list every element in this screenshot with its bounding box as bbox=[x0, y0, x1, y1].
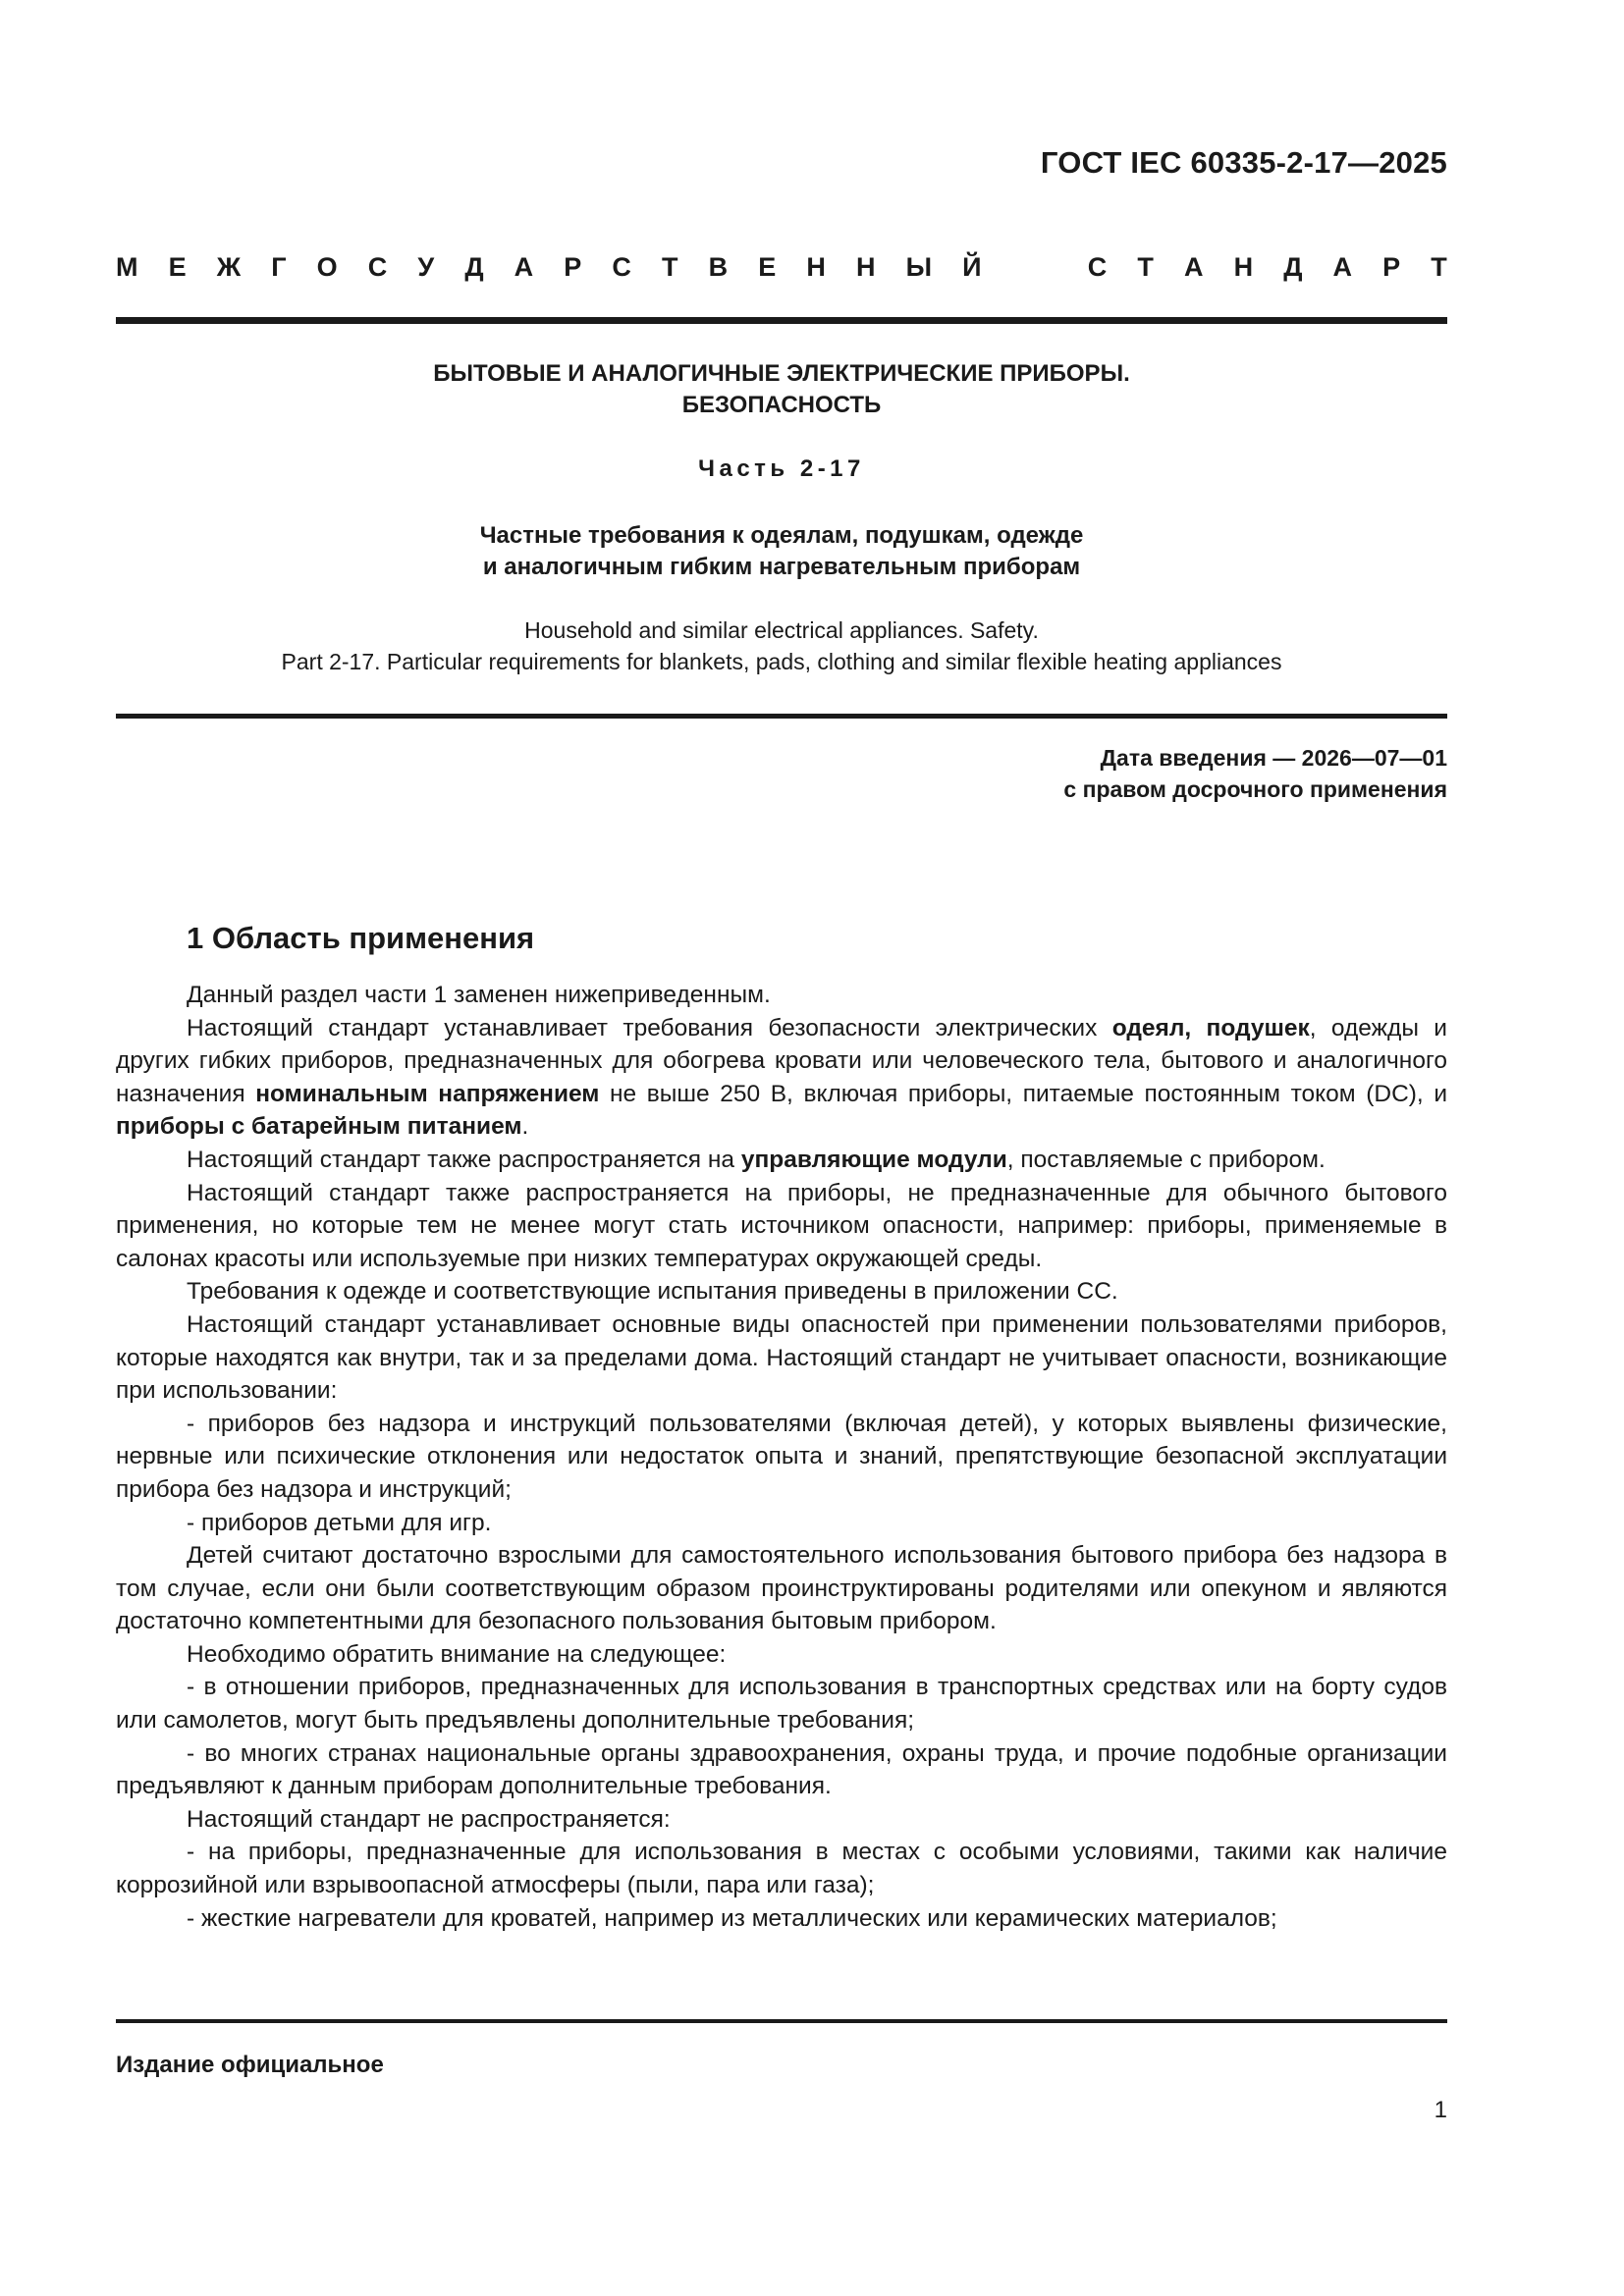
body-paragraph bbox=[116, 1539, 1447, 1638]
banner-word-1-letter: Й bbox=[962, 252, 982, 282]
title-line-1: БЫТОВЫЕ И АНАЛОГИЧНЫЕ ЭЛЕКТРИЧЕСКИЕ ПРИБОРЫ. bbox=[433, 360, 1130, 387]
part-number: Часть 2-17 bbox=[698, 455, 865, 482]
body-paragraph bbox=[116, 1836, 1447, 1901]
body-paragraph bbox=[116, 1408, 1447, 1507]
banner-word-2-letter: Р bbox=[1382, 252, 1401, 282]
text-run: Требования к одежде и соответствующие испытания приведены в приложении СС. bbox=[187, 1278, 1118, 1306]
subtitle-line-1: Частные требования к одеялам, подушкам, одежде bbox=[479, 522, 1084, 549]
banner-word-1-letter: Р bbox=[564, 252, 582, 282]
banner-word-1-letter: М bbox=[116, 252, 138, 282]
text-run: - жесткие нагреватели для кроватей, например из металлических или керамических материалов; bbox=[187, 1904, 1277, 1932]
interstate-standard-banner bbox=[116, 252, 1447, 283]
top-rule bbox=[116, 317, 1447, 324]
banner-word-1-letter: Н bbox=[855, 252, 876, 282]
text-run: Настоящий стандарт также распространяется на bbox=[187, 1146, 741, 1173]
banner-word-2-letter: Д bbox=[1283, 252, 1303, 282]
text-run: - в отношении приборов, предназначенных для использования в транспортных средствах или на борту судов или самолетов, могут быть предъявлены дополнительные требования; bbox=[116, 1674, 1447, 1735]
banner-word-1-letter: О bbox=[316, 252, 338, 282]
section-body bbox=[116, 979, 1447, 1935]
english-line-2: Part 2-17. Particular requirements for blankets, pads, clothing and similar flexible heating appliances bbox=[281, 649, 1282, 674]
text-run: Детей считают достаточно взрослыми для самостоятельного использования бытового прибора без надзора в том случае, если они были соответствующим образом проинструктированы родителями или опекуном и являются достаточно компетентными для безопасного пользования бытовым прибором. bbox=[116, 1542, 1447, 1635]
body-paragraph bbox=[116, 979, 1447, 1012]
text-run: Данный раздел части 1 заменен нижеприведенным. bbox=[187, 982, 771, 1008]
text-run: не выше 250 В, включая приборы, питаемые постоянным током (DC), и bbox=[599, 1080, 1447, 1107]
bold-term: одеял, подушек bbox=[1111, 1014, 1310, 1041]
banner-word-2-letter: А bbox=[1332, 252, 1353, 282]
text-run: Необходимо обратить внимание на следующее: bbox=[187, 1640, 727, 1668]
banner-word-2-letter: Н bbox=[1233, 252, 1254, 282]
english-title bbox=[116, 614, 1447, 677]
body-paragraph bbox=[116, 1803, 1447, 1837]
document-subtitle bbox=[116, 520, 1447, 583]
bold-term: управляющие модули bbox=[740, 1146, 1007, 1173]
banner-word-1-letter: А bbox=[514, 252, 534, 282]
official-edition-label: Издание официальное bbox=[116, 2052, 384, 2078]
body-paragraph bbox=[116, 1012, 1447, 1144]
standard-code: ГОСТ IEC 60335-2-17—2025 bbox=[1040, 145, 1447, 180]
banner-word-2-letter: С bbox=[1087, 252, 1108, 282]
body-paragraph bbox=[116, 1902, 1447, 1936]
text-run: Настоящий стандарт также распространяется на приборы, не предназначенные для обычного бытового применения, но которые тем не менее могут стать источником опасности, например: приборы, применяемые в салонах красоты или используемые при низких температурах окружающей среды. bbox=[116, 1179, 1447, 1272]
banner-word-1-letter: Н bbox=[806, 252, 826, 282]
english-line-1: Household and similar electrical appliances. Safety. bbox=[524, 617, 1039, 643]
banner-word-2-letter: А bbox=[1183, 252, 1204, 282]
text-run: , одежды и других гибких приборов, предназначенных для обогрева кровати или человеческого тела, бытового и аналогичного назначения bbox=[116, 1014, 1447, 1107]
text-run: Настоящий стандарт устанавливает основные виды опасностей при применении пользователями приборов, которые находятся как внутри, так и за пределами дома. Настоящий стандарт не учитывает опасности, возникающие при использовании: bbox=[116, 1310, 1447, 1405]
body-paragraph bbox=[116, 1177, 1447, 1276]
introduction-date-block bbox=[1063, 742, 1447, 805]
subtitle-line-2: и аналогичным гибким нагревательным приборам bbox=[482, 554, 1081, 580]
banner-word-1-letter: Г bbox=[271, 252, 287, 282]
text-run: - приборов детьми для игр. bbox=[187, 1509, 492, 1536]
text-run: - во многих странах национальные органы здравоохранения, охраны труда, и прочие подобные организации предъявляют к данным приборам дополнительные требования. bbox=[116, 1739, 1447, 1800]
banner-word-1-letter: В bbox=[708, 252, 729, 282]
document-title bbox=[116, 358, 1447, 421]
introduction-date: Дата введения — 2026—07—01 bbox=[1100, 745, 1447, 771]
title-line-2: БЕЗОПАСНОСТЬ bbox=[681, 392, 882, 418]
banner-word-1-letter: Е bbox=[758, 252, 777, 282]
footer-rule bbox=[116, 2019, 1447, 2023]
section-heading: 1 Область применения bbox=[187, 921, 535, 955]
body-paragraph bbox=[116, 1144, 1447, 1177]
text-run: - приборов без надзора и инструкций пользователями (включая детей), у которых выявлены физические, нервные или психические отклонения или недостаток опыта и знаний, препятствующие безопасной эксплуатации прибора без надзора и инструкций; bbox=[116, 1410, 1447, 1503]
banner-word-1-letter: Т bbox=[662, 252, 678, 282]
text-run: , поставляемые с прибором. bbox=[1006, 1146, 1326, 1173]
banner-word-1-letter: Д bbox=[464, 252, 484, 282]
bold-term: номинальным напряжением bbox=[255, 1080, 600, 1107]
text-run: Настоящий стандарт устанавливает требования безопасности электрических bbox=[187, 1014, 1112, 1041]
body-paragraph bbox=[116, 1308, 1447, 1408]
body-paragraph bbox=[116, 1737, 1447, 1803]
body-paragraph bbox=[116, 1671, 1447, 1736]
text-run: - на приборы, предназначенные для использования в местах с особыми условиями, такими как наличие коррозийной или взрывоопасной атмосферы (пыли, пара или газа); bbox=[116, 1839, 1447, 1899]
banner-word-1-letter: Ы bbox=[905, 252, 933, 282]
banner-word-1-letter: С bbox=[367, 252, 388, 282]
banner-word-2-letter: Т bbox=[1137, 252, 1154, 282]
banner-word-1-letter: С bbox=[612, 252, 631, 282]
banner-word-2-letter: Т bbox=[1431, 252, 1447, 282]
text-run: . bbox=[521, 1113, 529, 1141]
banner-word-1-letter: У bbox=[417, 252, 435, 282]
page-number: 1 bbox=[1434, 2097, 1447, 2123]
banner-gap bbox=[1012, 252, 1057, 283]
bold-term: приборы с батарейным питанием bbox=[116, 1113, 522, 1141]
early-application-note: с правом досрочного применения bbox=[1063, 776, 1447, 802]
text-run: Настоящий стандарт не распространяется: bbox=[187, 1805, 671, 1833]
banner-word-1-letter: Е bbox=[168, 252, 187, 282]
body-paragraph bbox=[116, 1638, 1447, 1672]
banner-word-1-letter: Ж bbox=[216, 252, 242, 282]
title-bottom-rule bbox=[116, 714, 1447, 719]
body-paragraph bbox=[116, 1275, 1447, 1308]
body-paragraph bbox=[116, 1507, 1447, 1540]
